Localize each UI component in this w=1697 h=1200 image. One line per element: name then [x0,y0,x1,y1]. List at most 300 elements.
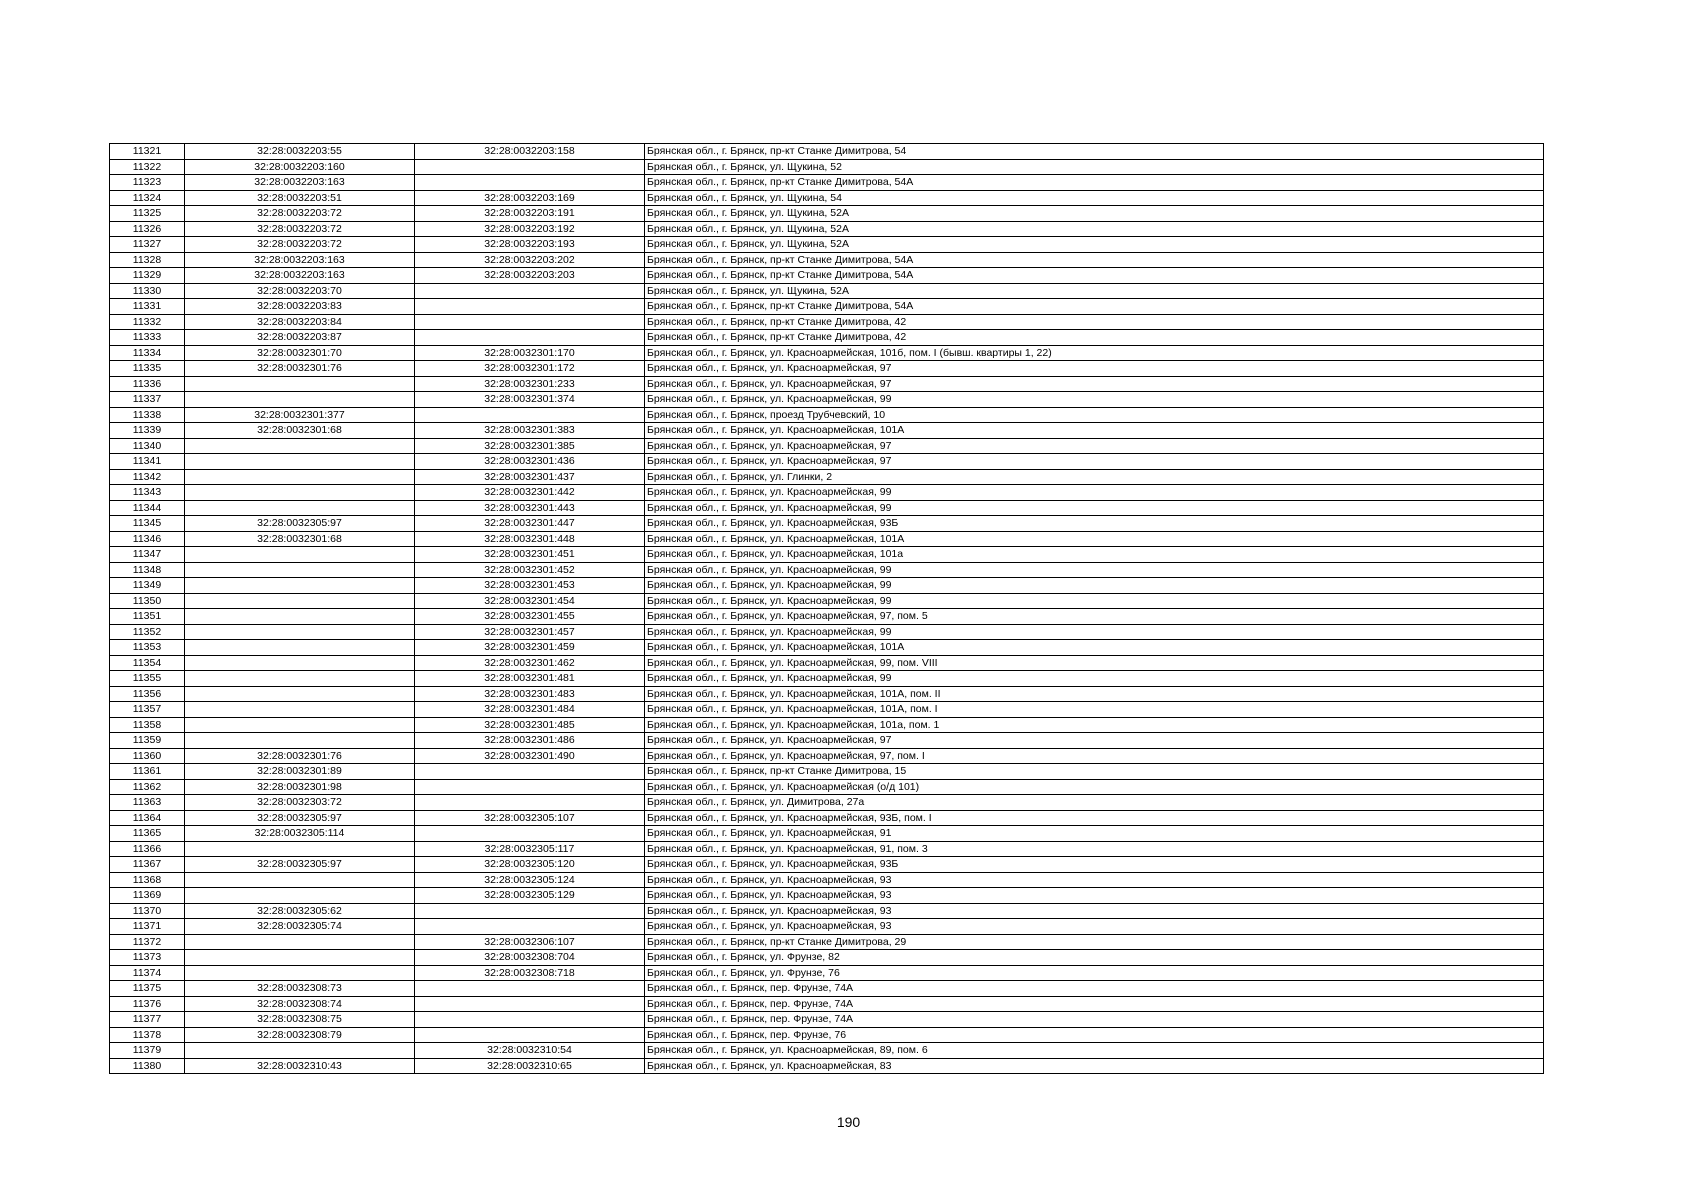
address-cell: Брянская обл., г. Брянск, ул. Красноармейская, 99 [645,392,1544,408]
address-cell: Брянская обл., г. Брянск, ул. Красноармейская, 97 [645,376,1544,392]
row-number-cell: 11358 [110,717,185,733]
object-cadastral-number-cell [415,407,645,423]
row-number-cell: 11345 [110,516,185,532]
object-cadastral-number-cell [415,996,645,1012]
table-row [110,454,1544,470]
address-cell: Брянская обл., г. Брянск, ул. Щукина, 52А [645,206,1544,222]
row-number-cell: 11321 [110,144,185,160]
land-cadastral-number-cell [185,841,415,857]
table-row [110,268,1544,284]
address-cell: Брянская обл., г. Брянск, пр-кт Станке Димитрова, 54А [645,175,1544,191]
land-cadastral-number-cell: 32:28:0032305:62 [185,903,415,919]
table-row [110,903,1544,919]
object-cadastral-number-cell: 32:28:0032301:436 [415,454,645,470]
address-cell: Брянская обл., г. Брянск, ул. Красноармейская, 99 [645,485,1544,501]
row-number-cell: 11332 [110,314,185,330]
object-cadastral-number-cell: 32:28:0032301:486 [415,733,645,749]
address-cell: Брянская обл., г. Брянск, ул. Красноармейская, 99 [645,671,1544,687]
object-cadastral-number-cell [415,314,645,330]
table-row [110,717,1544,733]
object-cadastral-number-cell: 32:28:0032301:490 [415,748,645,764]
address-cell: Брянская обл., г. Брянск, ул. Красноармейская, 101а [645,547,1544,563]
address-cell: Брянская обл., г. Брянск, ул. Красноармейская, 93Б [645,516,1544,532]
table-row [110,1012,1544,1028]
address-cell: Брянская обл., г. Брянск, ул. Красноармейская, 101А, пом. II [645,686,1544,702]
land-cadastral-number-cell: 32:28:0032301:76 [185,748,415,764]
address-cell: Брянская обл., г. Брянск, ул. Красноармейская, 91, пом. 3 [645,841,1544,857]
land-cadastral-number-cell [185,1043,415,1059]
table-row [110,531,1544,547]
row-number-cell: 11375 [110,981,185,997]
row-number-cell: 11350 [110,593,185,609]
address-cell: Брянская обл., г. Брянск, ул. Красноармейская, 101б, пом. I (бывш. квартиры 1, 22) [645,345,1544,361]
table-row [110,423,1544,439]
row-number-cell: 11328 [110,252,185,268]
object-cadastral-number-cell [415,159,645,175]
object-cadastral-number-cell: 32:28:0032301:484 [415,702,645,718]
row-number-cell: 11357 [110,702,185,718]
address-cell: Брянская обл., г. Брянск, ул. Красноармейская (о/д 101) [645,779,1544,795]
land-cadastral-number-cell: 32:28:0032301:68 [185,423,415,439]
object-cadastral-number-cell: 32:28:0032310:54 [415,1043,645,1059]
table-row [110,392,1544,408]
object-cadastral-number-cell: 32:28:0032301:437 [415,469,645,485]
address-cell: Брянская обл., г. Брянск, ул. Красноармейская, 99 [645,624,1544,640]
address-cell: Брянская обл., г. Брянск, ул. Фрунзе, 76 [645,965,1544,981]
address-cell: Брянская обл., г. Брянск, ул. Красноармейская, 99 [645,562,1544,578]
row-number-cell: 11368 [110,872,185,888]
land-cadastral-number-cell [185,686,415,702]
table-row [110,609,1544,625]
object-cadastral-number-cell: 32:28:0032305:120 [415,857,645,873]
land-cadastral-number-cell: 32:28:0032305:97 [185,857,415,873]
table-row [110,485,1544,501]
row-number-cell: 11378 [110,1027,185,1043]
object-cadastral-number-cell: 32:28:0032301:462 [415,655,645,671]
row-number-cell: 11331 [110,299,185,315]
row-number-cell: 11339 [110,423,185,439]
land-cadastral-number-cell [185,950,415,966]
land-cadastral-number-cell [185,392,415,408]
row-number-cell: 11356 [110,686,185,702]
land-cadastral-number-cell [185,376,415,392]
land-cadastral-number-cell: 32:28:0032301:70 [185,345,415,361]
table-row [110,500,1544,516]
table-row [110,562,1544,578]
row-number-cell: 11361 [110,764,185,780]
land-cadastral-number-cell: 32:28:0032305:114 [185,826,415,842]
row-number-cell: 11335 [110,361,185,377]
address-cell: Брянская обл., г. Брянск, пр-кт Станке Димитрова, 54 [645,144,1544,160]
table-row [110,702,1544,718]
row-number-cell: 11363 [110,795,185,811]
address-cell: Брянская обл., г. Брянск, пр-кт Станке Димитрова, 15 [645,764,1544,780]
row-number-cell: 11344 [110,500,185,516]
row-number-cell: 11377 [110,1012,185,1028]
address-cell: Брянская обл., г. Брянск, пр-кт Станке Димитрова, 54А [645,299,1544,315]
land-cadastral-number-cell: 32:28:0032203:72 [185,237,415,253]
address-cell: Брянская обл., г. Брянск, ул. Красноармейская, 99 [645,500,1544,516]
land-cadastral-number-cell [185,717,415,733]
table-row [110,1027,1544,1043]
address-cell: Брянская обл., г. Брянск, ул. Красноармейская, 93 [645,872,1544,888]
object-cadastral-number-cell: 32:28:0032305:107 [415,810,645,826]
table-row [110,175,1544,191]
row-number-cell: 11359 [110,733,185,749]
object-cadastral-number-cell: 32:28:0032301:448 [415,531,645,547]
table-row [110,299,1544,315]
object-cadastral-number-cell: 32:28:0032305:117 [415,841,645,857]
land-cadastral-number-cell: 32:28:0032203:163 [185,252,415,268]
row-number-cell: 11330 [110,283,185,299]
address-cell: Брянская обл., г. Брянск, ул. Красноармейская, 101А [645,423,1544,439]
address-cell: Брянская обл., г. Брянск, ул. Красноармейская, 97 [645,438,1544,454]
land-cadastral-number-cell [185,702,415,718]
object-cadastral-number-cell: 32:28:0032301:383 [415,423,645,439]
row-number-cell: 11338 [110,407,185,423]
land-cadastral-number-cell [185,578,415,594]
land-cadastral-number-cell [185,485,415,501]
address-cell: Брянская обл., г. Брянск, ул. Щукина, 54 [645,190,1544,206]
object-cadastral-number-cell [415,175,645,191]
object-cadastral-number-cell: 32:28:0032301:459 [415,640,645,656]
address-cell: Брянская обл., г. Брянск, ул. Красноармейская, 97 [645,733,1544,749]
land-cadastral-number-cell: 32:28:0032303:72 [185,795,415,811]
row-number-cell: 11351 [110,609,185,625]
row-number-cell: 11379 [110,1043,185,1059]
land-cadastral-number-cell [185,500,415,516]
address-cell: Брянская обл., г. Брянск, ул. Щукина, 52А [645,237,1544,253]
table-row [110,190,1544,206]
land-cadastral-number-cell [185,934,415,950]
table-row [110,516,1544,532]
row-number-cell: 11376 [110,996,185,1012]
object-cadastral-number-cell: 32:28:0032301:443 [415,500,645,516]
table-row [110,733,1544,749]
land-cadastral-number-cell [185,872,415,888]
table-row [110,671,1544,687]
object-cadastral-number-cell: 32:28:0032203:203 [415,268,645,284]
row-number-cell: 11346 [110,531,185,547]
address-cell: Брянская обл., г. Брянск, ул. Красноармейская, 89, пом. 6 [645,1043,1544,1059]
land-cadastral-number-cell: 32:28:0032301:377 [185,407,415,423]
land-cadastral-number-cell: 32:28:0032203:72 [185,221,415,237]
object-cadastral-number-cell [415,330,645,346]
table-row [110,795,1544,811]
object-cadastral-number-cell: 32:28:0032301:457 [415,624,645,640]
object-cadastral-number-cell: 32:28:0032301:385 [415,438,645,454]
address-cell: Брянская обл., г. Брянск, ул. Красноармейская, 97, пом. 5 [645,609,1544,625]
land-cadastral-number-cell: 32:28:0032301:98 [185,779,415,795]
table-row [110,469,1544,485]
row-number-cell: 11323 [110,175,185,191]
address-cell: Брянская обл., г. Брянск, пер. Фрунзе, 76 [645,1027,1544,1043]
table-row [110,314,1544,330]
row-number-cell: 11373 [110,950,185,966]
object-cadastral-number-cell: 32:28:0032301:481 [415,671,645,687]
row-number-cell: 11353 [110,640,185,656]
address-cell: Брянская обл., г. Брянск, ул. Щукина, 52А [645,221,1544,237]
land-cadastral-number-cell: 32:28:0032203:87 [185,330,415,346]
table-row [110,330,1544,346]
row-number-cell: 11347 [110,547,185,563]
table-row [110,578,1544,594]
address-cell: Брянская обл., г. Брянск, пер. Фрунзе, 74А [645,981,1544,997]
address-cell: Брянская обл., г. Брянск, пр-кт Станке Димитрова, 42 [645,330,1544,346]
address-cell: Брянская обл., г. Брянск, проезд Трубчевский, 10 [645,407,1544,423]
table-row [110,764,1544,780]
address-cell: Брянская обл., г. Брянск, пр-кт Станке Димитрова, 54А [645,268,1544,284]
address-cell: Брянская обл., г. Брянск, ул. Красноармейская, 97, пом. I [645,748,1544,764]
table-row [110,1058,1544,1074]
object-cadastral-number-cell: 32:28:0032305:129 [415,888,645,904]
land-cadastral-number-cell [185,438,415,454]
object-cadastral-number-cell: 32:28:0032203:192 [415,221,645,237]
land-cadastral-number-cell: 32:28:0032203:72 [185,206,415,222]
address-cell: Брянская обл., г. Брянск, пер. Фрунзе, 74А [645,996,1544,1012]
row-number-cell: 11340 [110,438,185,454]
land-cadastral-number-cell [185,562,415,578]
address-cell: Брянская обл., г. Брянск, ул. Красноармейская, 91 [645,826,1544,842]
row-number-cell: 11369 [110,888,185,904]
land-cadastral-number-cell [185,888,415,904]
table-row [110,376,1544,392]
row-number-cell: 11337 [110,392,185,408]
address-cell: Брянская обл., г. Брянск, ул. Красноармейская, 99 [645,578,1544,594]
object-cadastral-number-cell: 32:28:0032203:158 [415,144,645,160]
land-cadastral-number-cell: 32:28:0032203:51 [185,190,415,206]
table-row [110,934,1544,950]
address-cell: Брянская обл., г. Брянск, ул. Глинки, 2 [645,469,1544,485]
land-cadastral-number-cell [185,609,415,625]
address-cell: Брянская обл., г. Брянск, ул. Красноармейская, 101А [645,640,1544,656]
table-row [110,159,1544,175]
table-row [110,996,1544,1012]
land-cadastral-number-cell: 32:28:0032308:74 [185,996,415,1012]
land-cadastral-number-cell: 32:28:0032301:89 [185,764,415,780]
address-cell: Брянская обл., г. Брянск, ул. Красноармейская, 93 [645,888,1544,904]
object-cadastral-number-cell: 32:28:0032310:65 [415,1058,645,1074]
land-cadastral-number-cell: 32:28:0032310:43 [185,1058,415,1074]
object-cadastral-number-cell: 32:28:0032301:170 [415,345,645,361]
land-cadastral-number-cell: 32:28:0032305:74 [185,919,415,935]
land-cadastral-number-cell [185,965,415,981]
table-row [110,144,1544,160]
address-cell: Брянская обл., г. Брянск, ул. Щукина, 52 [645,159,1544,175]
land-cadastral-number-cell: 32:28:0032203:83 [185,299,415,315]
object-cadastral-number-cell [415,299,645,315]
object-cadastral-number-cell: 32:28:0032301:453 [415,578,645,594]
table-row [110,655,1544,671]
row-number-cell: 11371 [110,919,185,935]
row-number-cell: 11366 [110,841,185,857]
object-cadastral-number-cell [415,1012,645,1028]
row-number-cell: 11374 [110,965,185,981]
land-cadastral-number-cell [185,593,415,609]
object-cadastral-number-cell: 32:28:0032308:704 [415,950,645,966]
row-number-cell: 11352 [110,624,185,640]
row-number-cell: 11348 [110,562,185,578]
table-row [110,981,1544,997]
page-number: 190 [836,1114,861,1130]
row-number-cell: 11367 [110,857,185,873]
row-number-cell: 11342 [110,469,185,485]
land-cadastral-number-cell: 32:28:0032203:84 [185,314,415,330]
object-cadastral-number-cell [415,795,645,811]
table-row [110,206,1544,222]
address-cell: Брянская обл., г. Брянск, ул. Красноармейская, 99, пом. VIII [645,655,1544,671]
object-cadastral-number-cell: 32:28:0032301:451 [415,547,645,563]
table-row [110,252,1544,268]
table-row [110,748,1544,764]
table-row [110,438,1544,454]
land-cadastral-number-cell [185,671,415,687]
row-number-cell: 11327 [110,237,185,253]
table-row [110,407,1544,423]
land-cadastral-number-cell: 32:28:0032301:68 [185,531,415,547]
row-number-cell: 11380 [110,1058,185,1074]
land-cadastral-number-cell: 32:28:0032203:163 [185,175,415,191]
row-number-cell: 11322 [110,159,185,175]
object-cadastral-number-cell: 32:28:0032301:485 [415,717,645,733]
object-cadastral-number-cell: 32:28:0032301:483 [415,686,645,702]
land-cadastral-number-cell: 32:28:0032203:160 [185,159,415,175]
table-row [110,810,1544,826]
object-cadastral-number-cell: 32:28:0032301:454 [415,593,645,609]
object-cadastral-number-cell [415,981,645,997]
registry-table [109,143,1544,1074]
row-number-cell: 11324 [110,190,185,206]
address-cell: Брянская обл., г. Брянск, ул. Красноармейская, 93Б, пом. I [645,810,1544,826]
land-cadastral-number-cell: 32:28:0032203:163 [185,268,415,284]
address-cell: Брянская обл., г. Брянск, ул. Красноармейская, 97 [645,454,1544,470]
address-cell: Брянская обл., г. Брянск, пр-кт Станке Димитрова, 29 [645,934,1544,950]
object-cadastral-number-cell: 32:28:0032203:202 [415,252,645,268]
object-cadastral-number-cell: 32:28:0032301:374 [415,392,645,408]
table-row [110,1043,1544,1059]
object-cadastral-number-cell [415,283,645,299]
address-cell: Брянская обл., г. Брянск, ул. Красноармейская, 93 [645,919,1544,935]
table-row [110,965,1544,981]
object-cadastral-number-cell: 32:28:0032203:191 [415,206,645,222]
row-number-cell: 11334 [110,345,185,361]
land-cadastral-number-cell: 32:28:0032203:70 [185,283,415,299]
row-number-cell: 11326 [110,221,185,237]
land-cadastral-number-cell [185,547,415,563]
address-cell: Брянская обл., г. Брянск, ул. Щукина, 52А [645,283,1544,299]
land-cadastral-number-cell: 32:28:0032308:79 [185,1027,415,1043]
land-cadastral-number-cell [185,640,415,656]
table-row [110,686,1544,702]
table-row [110,221,1544,237]
object-cadastral-number-cell: 32:28:0032305:124 [415,872,645,888]
object-cadastral-number-cell: 32:28:0032306:107 [415,934,645,950]
table-row [110,857,1544,873]
land-cadastral-number-cell: 32:28:0032308:73 [185,981,415,997]
address-cell: Брянская обл., г. Брянск, ул. Красноармейская, 97 [645,361,1544,377]
row-number-cell: 11329 [110,268,185,284]
row-number-cell: 11354 [110,655,185,671]
row-number-cell: 11343 [110,485,185,501]
object-cadastral-number-cell: 32:28:0032308:718 [415,965,645,981]
table-row [110,624,1544,640]
table-row [110,237,1544,253]
address-cell: Брянская обл., г. Брянск, ул. Димитрова, 27а [645,795,1544,811]
registry-table-body [110,144,1544,1074]
land-cadastral-number-cell [185,733,415,749]
land-cadastral-number-cell: 32:28:0032301:76 [185,361,415,377]
row-number-cell: 11370 [110,903,185,919]
address-cell: Брянская обл., г. Брянск, ул. Красноармейская, 99 [645,593,1544,609]
object-cadastral-number-cell: 32:28:0032301:452 [415,562,645,578]
object-cadastral-number-cell [415,779,645,795]
row-number-cell: 11355 [110,671,185,687]
object-cadastral-number-cell: 32:28:0032301:233 [415,376,645,392]
table-row [110,872,1544,888]
address-cell: Брянская обл., г. Брянск, ул. Фрунзе, 82 [645,950,1544,966]
address-cell: Брянская обл., г. Брянск, пр-кт Станке Димитрова, 54А [645,252,1544,268]
object-cadastral-number-cell [415,764,645,780]
row-number-cell: 11364 [110,810,185,826]
row-number-cell: 11341 [110,454,185,470]
object-cadastral-number-cell [415,919,645,935]
table-row [110,361,1544,377]
table-row [110,345,1544,361]
row-number-cell: 11372 [110,934,185,950]
table-row [110,950,1544,966]
object-cadastral-number-cell: 32:28:0032301:455 [415,609,645,625]
land-cadastral-number-cell [185,655,415,671]
table-row [110,593,1544,609]
row-number-cell: 11325 [110,206,185,222]
object-cadastral-number-cell [415,903,645,919]
table-row [110,841,1544,857]
object-cadastral-number-cell: 32:28:0032301:172 [415,361,645,377]
object-cadastral-number-cell: 32:28:0032203:169 [415,190,645,206]
address-cell: Брянская обл., г. Брянск, пр-кт Станке Димитрова, 42 [645,314,1544,330]
address-cell: Брянская обл., г. Брянск, пер. Фрунзе, 74А [645,1012,1544,1028]
table-row [110,547,1544,563]
object-cadastral-number-cell [415,1027,645,1043]
table-row [110,826,1544,842]
land-cadastral-number-cell [185,469,415,485]
row-number-cell: 11336 [110,376,185,392]
address-cell: Брянская обл., г. Брянск, ул. Красноармейская, 101а, пом. 1 [645,717,1544,733]
address-cell: Брянская обл., г. Брянск, ул. Красноармейская, 101А [645,531,1544,547]
row-number-cell: 11365 [110,826,185,842]
row-number-cell: 11362 [110,779,185,795]
table-row [110,779,1544,795]
object-cadastral-number-cell: 32:28:0032301:442 [415,485,645,501]
row-number-cell: 11349 [110,578,185,594]
table-row [110,283,1544,299]
address-cell: Брянская обл., г. Брянск, ул. Красноармейская, 101А, пом. I [645,702,1544,718]
address-cell: Брянская обл., г. Брянск, ул. Красноармейская, 93 [645,903,1544,919]
table-row [110,919,1544,935]
land-cadastral-number-cell: 32:28:0032308:75 [185,1012,415,1028]
object-cadastral-number-cell [415,826,645,842]
row-number-cell: 11333 [110,330,185,346]
land-cadastral-number-cell: 32:28:0032203:55 [185,144,415,160]
address-cell: Брянская обл., г. Брянск, ул. Красноармейская, 83 [645,1058,1544,1074]
object-cadastral-number-cell: 32:28:0032301:447 [415,516,645,532]
object-cadastral-number-cell: 32:28:0032203:193 [415,237,645,253]
table-row [110,640,1544,656]
table-row [110,888,1544,904]
address-cell: Брянская обл., г. Брянск, ул. Красноармейская, 93Б [645,857,1544,873]
land-cadastral-number-cell: 32:28:0032305:97 [185,810,415,826]
land-cadastral-number-cell: 32:28:0032305:97 [185,516,415,532]
